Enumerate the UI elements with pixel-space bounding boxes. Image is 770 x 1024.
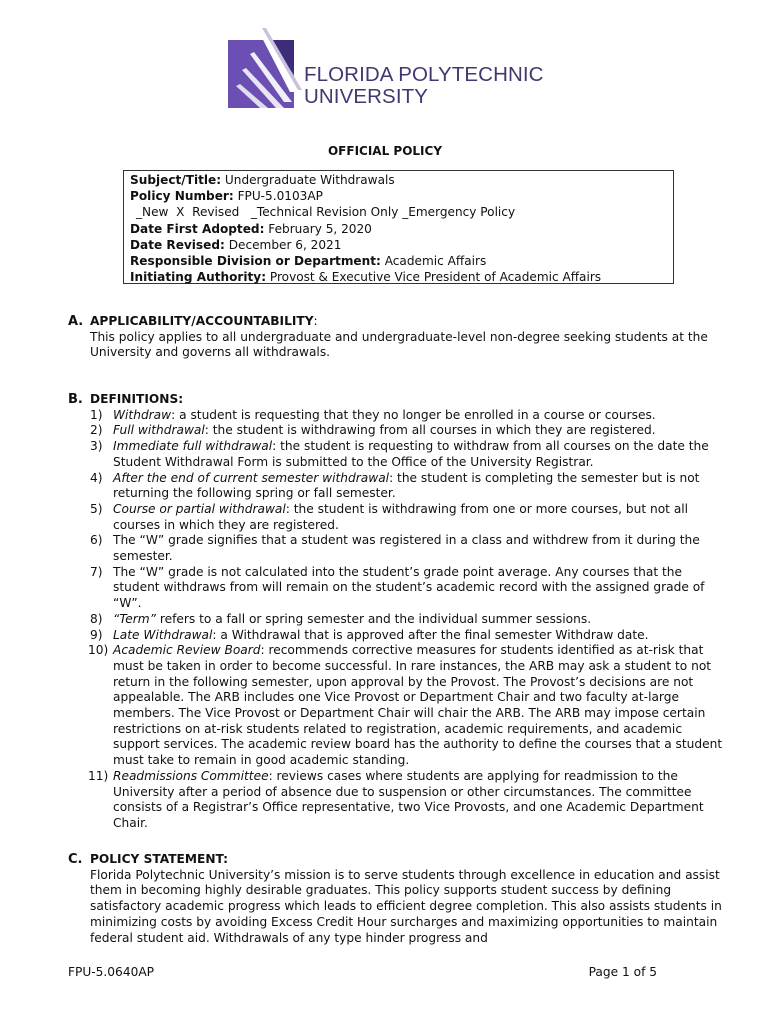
- section-letter: C.: [68, 852, 83, 867]
- authority-value: Provost & Executive Vice President of Academic Affairs: [269, 270, 602, 285]
- subject-label: Subject/Title:: [130, 173, 222, 187]
- definition-item: [90, 565, 730, 612]
- section-body: [90, 314, 730, 361]
- document-heading: OFFICIAL POLICY: [327, 144, 443, 158]
- authority-row: [130, 269, 667, 285]
- section-heading-text: APPLICABILITY/ACCOUNTABILITY: [90, 314, 314, 328]
- item-term: Academic Review Board: [113, 643, 261, 658]
- item-term: Immediate full withdrawal: [113, 439, 273, 454]
- item-text: : the student is requesting to withdraw from all courses on the date the Student Withdrawal Form is submitted to the Office of the University Registrar.: [113, 439, 709, 469]
- definition-item: [90, 471, 730, 502]
- footer-policy-number: FPU-5.0640AP: [68, 965, 155, 979]
- section-heading: [90, 314, 730, 330]
- date-adopted-value: February 5, 2020: [268, 221, 372, 236]
- authority-label: Initiating Authority:: [130, 270, 267, 285]
- definition-item: [90, 769, 730, 832]
- item-term: Full withdrawal: [113, 423, 205, 438]
- logo-wordmark: [304, 64, 544, 108]
- section-body: [90, 392, 730, 832]
- date-revised-row: [130, 237, 667, 253]
- item-number: 5): [90, 501, 103, 516]
- section-letter: B.: [68, 392, 83, 407]
- division-label: Responsible Division or Department:: [130, 254, 381, 269]
- item-number: 11): [88, 768, 109, 783]
- item-text: The “W” grade is not calculated into the student’s grade point average. Any courses that the student withdraws from will remain on the student’s academic record with the assigned grade of “W”.: [113, 564, 705, 611]
- item-text: : the student is completing the semester but is not returning the following spring or fall semester.: [113, 470, 700, 501]
- definition-item: [90, 612, 730, 628]
- definitions-list: [90, 408, 730, 832]
- item-term: After the end of current semester withdrawal: [113, 470, 390, 485]
- item-term: Readmissions Committee: [113, 768, 269, 783]
- item-text: refers to a fall or spring semester and the individual summer sessions.: [155, 611, 592, 626]
- date-adopted-row: [130, 221, 667, 237]
- section-heading: DEFINITIONS:: [90, 392, 184, 406]
- policy-number-value: FPU-5.0103AP: [237, 189, 323, 204]
- policy-info-box: [123, 170, 674, 284]
- logo-line-1: FLORIDA POLYTECHNIC: [304, 63, 544, 86]
- revision-type-value: _New X Revised _Technical Revision Only _Emergency Policy: [136, 205, 516, 220]
- item-number: 8): [90, 611, 103, 626]
- logo-emblem-icon: [228, 28, 308, 112]
- item-text: : a student is requesting that they no longer be enrolled in a course or courses.: [171, 407, 656, 422]
- item-term: “Term”: [113, 611, 156, 626]
- date-revised-value: December 6, 2021: [228, 237, 342, 252]
- item-number: 9): [90, 627, 103, 642]
- item-text: : reviews cases where students are applying for readmission to the University after a period of absence due to suspension or other circumstances. The committee consists of a Registrar’s Office representative, two Vice Provosts, and one Academic Department Chair.: [113, 768, 704, 830]
- definition-item: [90, 502, 730, 533]
- logo-line-2: UNIVERSITY: [304, 85, 429, 108]
- item-number: 7): [90, 564, 103, 579]
- section-text: This policy applies to all undergraduate and undergraduate-level non-degree seeking students at the University and governs all withdrawals.: [90, 329, 708, 360]
- item-term: Late Withdrawal: [113, 627, 213, 642]
- subject-row: [130, 172, 667, 188]
- policy-number-label: Policy Number:: [130, 189, 234, 204]
- definition-item: [90, 533, 730, 564]
- item-text: : the student is withdrawing from one or more courses, but not all courses in which they are registered.: [113, 501, 689, 532]
- definition-item: [90, 408, 730, 424]
- date-adopted-label: Date First Adopted:: [130, 221, 265, 236]
- division-value: Academic Affairs: [384, 254, 487, 269]
- item-number: 10): [88, 643, 109, 658]
- policy-number-row: [130, 188, 667, 204]
- definition-item: [90, 439, 730, 470]
- item-text: The “W” grade signifies that a student was registered in a class and withdrew from it during the semester.: [113, 533, 700, 564]
- item-number: 4): [90, 470, 103, 485]
- section-body: [90, 852, 730, 946]
- definition-item: [90, 423, 730, 439]
- date-revised-label: Date Revised:: [130, 237, 225, 252]
- section-heading-suffix: :: [313, 314, 318, 328]
- item-term: Withdraw: [113, 407, 172, 422]
- section-heading: POLICY STATEMENT:: [90, 852, 229, 866]
- division-row: [130, 253, 667, 269]
- definition-item: [90, 643, 730, 769]
- section-text: Florida Polytechnic University’s mission is to serve students through excellence in education and assist them in becoming highly desirable graduates. This policy supports student success by defining satisfactory academic progress which leads to efficient degree completion. This also assists students in minimizing costs by avoiding Excess Credit Hour surcharges and maximizing opportunities to maintain federal student aid. Withdrawals of any type hinder progress and: [90, 867, 722, 945]
- item-number: 2): [90, 423, 103, 438]
- item-text: : recommends corrective measures for students identified as at-risk that must be taken in order to become successful. In rare instances, the ARB may ask a student to not return in the following semester, upon approval by the Provost. The Provost’s decisions are not appealable. The ARB includes one Vice Provost or Department Chair and two faculty at-large members. The Vice Provost or Department Chair will chair the ARB. The ARB may impose certain restrictions on at-risk students related to registration, academic requirements, and academic support services. The academic review board has the authority to define the courses that a student must take to remain in good academic standing.: [113, 643, 723, 768]
- footer-page-number: Page 1 of 5: [588, 965, 657, 979]
- item-term: Course or partial withdrawal: [113, 501, 286, 516]
- item-text: : a Withdrawal that is approved after the final semester Withdraw date.: [212, 627, 649, 642]
- item-text: : the student is withdrawing from all courses in which they are registered.: [204, 423, 656, 438]
- item-number: 6): [90, 533, 103, 548]
- item-number: 3): [90, 439, 103, 454]
- revision-type-row: [130, 204, 667, 220]
- university-logo: [228, 28, 558, 112]
- item-number: 1): [90, 407, 103, 422]
- section-letter: A.: [68, 314, 84, 329]
- definition-item: [90, 628, 730, 644]
- subject-value: Undergraduate Withdrawals: [224, 173, 395, 187]
